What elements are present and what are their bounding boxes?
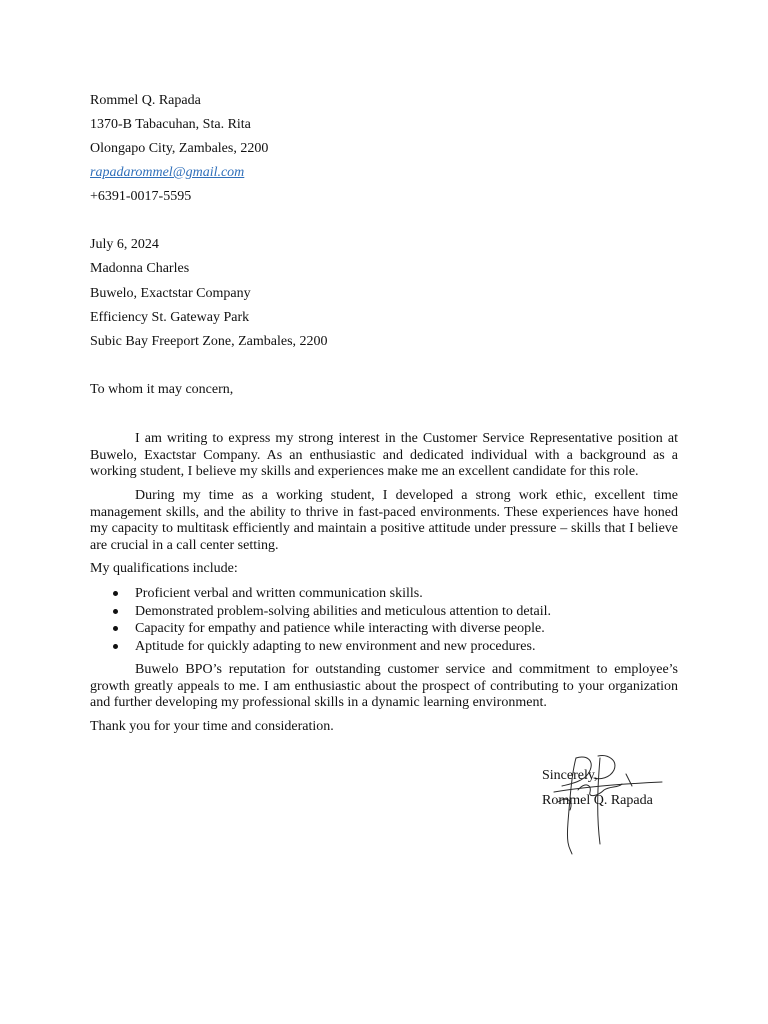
sender-phone: +6391-0017-5595 — [90, 189, 192, 204]
sender-address-line-1: 1370-B Tabacuhan, Sta. Rita — [90, 117, 251, 132]
bullet-icon — [113, 609, 118, 614]
letter-date: July 6, 2024 — [90, 237, 159, 252]
body-paragraph-3: Buwelo BPO’s reputation for outstanding customer service and commitment to employee’s growth greatly appeals to me. I am enthusiastic about the prospect of contributing to your organization and further developing my professional skills in a dynamic learning environment. — [90, 662, 678, 710]
list-item — [90, 585, 678, 603]
bullet-icon — [113, 644, 118, 649]
sender-address-line-2: Olongapo City, Zambales, 2200 — [90, 141, 269, 156]
signer-name: Rommel Q. Rapada — [542, 793, 653, 808]
list-item — [90, 603, 678, 621]
body-paragraph-1: I am writing to express my strong interest in the Customer Service Representative position at Buwelo, Exactstar Company. As an enthusiastic and dedicated individual with a background as a working student, I believe my skills and experiences make me an excellent candidate for this role. — [90, 431, 678, 479]
bullet-icon — [113, 591, 118, 596]
list-item — [90, 638, 678, 656]
qualifications-intro: My qualifications include: — [90, 561, 238, 576]
valediction: Sincerely, — [542, 768, 598, 783]
body-paragraph-2: During my time as a working student, I developed a strong work ethic, excellent time management skills, and the ability to thrive in fast-paced environments. These experiences have honed my capacity to multitask efficiently and maintain a positive attitude under pressure – skills that I believe are crucial in a call center setting. — [90, 488, 678, 553]
sender-email-link[interactable]: rapadarommel@gmail.com — [90, 165, 245, 180]
list-item-text: Demonstrated problem-solving abilities and meticulous attention to detail. — [135, 603, 552, 619]
recipient-city: Subic Bay Freeport Zone, Zambales, 2200 — [90, 334, 328, 349]
list-item — [90, 620, 678, 638]
qualifications-list — [90, 585, 678, 655]
sender-name: Rommel Q. Rapada — [90, 93, 201, 108]
bullet-icon — [113, 626, 118, 631]
salutation: To whom it may concern, — [90, 382, 234, 397]
recipient-company: Buwelo, Exactstar Company — [90, 286, 251, 301]
list-item-text: Aptitude for quickly adapting to new environment and new procedures. — [135, 638, 536, 654]
thanks-line: Thank you for your time and consideration. — [90, 719, 334, 734]
recipient-name: Madonna Charles — [90, 261, 190, 276]
list-item-text: Proficient verbal and written communication skills. — [135, 586, 423, 601]
list-item-text: Capacity for empathy and patience while interacting with diverse people. — [135, 621, 545, 636]
recipient-street: Efficiency St. Gateway Park — [90, 310, 250, 325]
